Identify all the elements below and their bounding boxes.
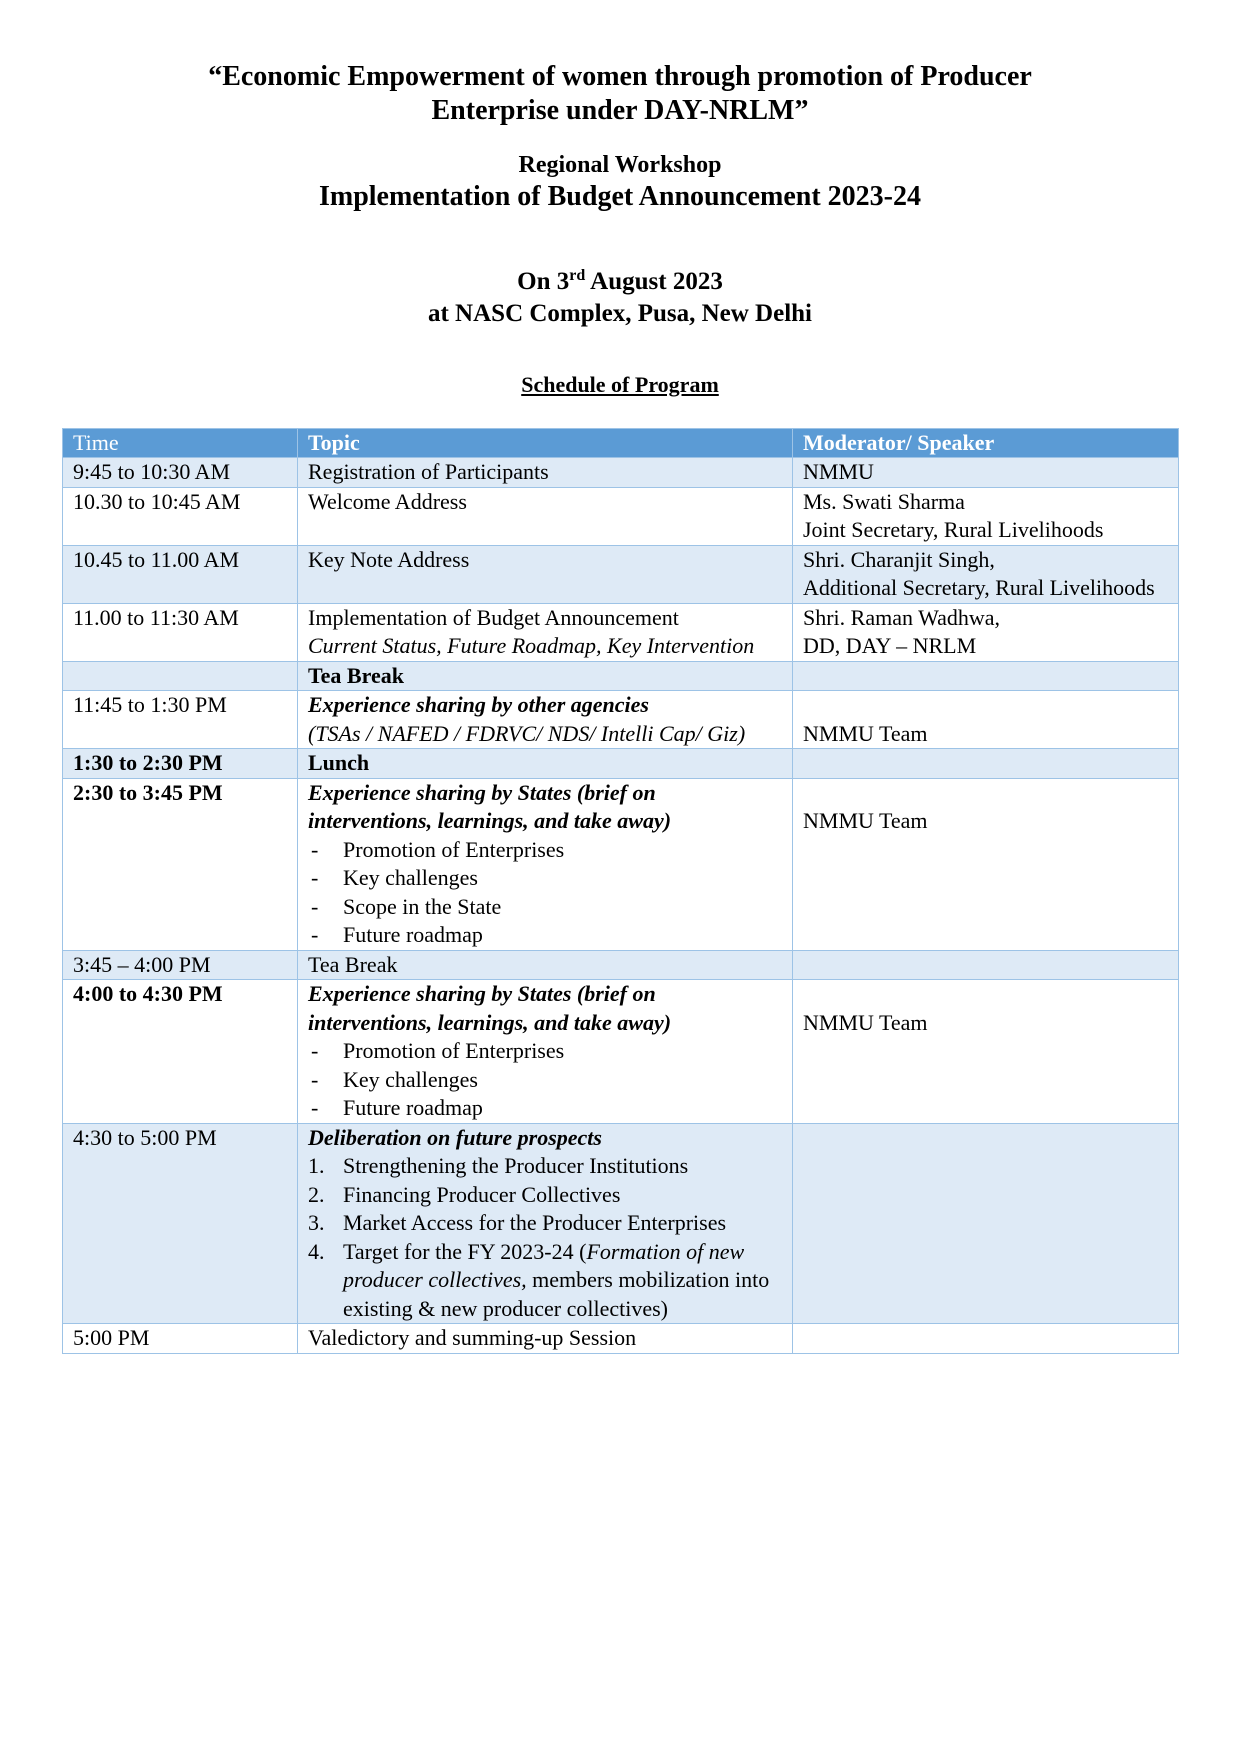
list-item: - Key challenges bbox=[308, 1066, 782, 1095]
cell-time: 10.45 to 11.00 AM bbox=[63, 545, 298, 603]
cell-time: 4:00 to 4:30 PM bbox=[63, 980, 298, 1124]
cell-speaker bbox=[793, 749, 1179, 779]
cell-time: 11.00 to 11:30 AM bbox=[63, 603, 298, 661]
cell-time: 2:30 to 3:45 PM bbox=[63, 778, 298, 950]
cell-topic: Key Note Address bbox=[298, 545, 793, 603]
cell-topic: Lunch bbox=[298, 749, 793, 779]
table-row bbox=[63, 691, 1179, 749]
speaker-name: Shri. Raman Wadhwa, bbox=[803, 604, 1001, 630]
cell-time: 1:30 to 2:30 PM bbox=[63, 749, 298, 779]
speaker-name: NMMU Team bbox=[803, 808, 928, 833]
list-item: - Scope in the State bbox=[308, 893, 782, 922]
cell-topic bbox=[298, 603, 793, 661]
topic-title: Deliberation on future prospects bbox=[308, 1124, 602, 1150]
event-venue: at NASC Complex, Pusa, New Delhi bbox=[427, 300, 813, 327]
cell-time: 9:45 to 10:30 AM bbox=[63, 458, 298, 488]
topic-title: Experience sharing by other agencies bbox=[308, 692, 649, 717]
workshop-label: Regional Workshop bbox=[518, 152, 722, 178]
cell-topic: Registration of Participants bbox=[298, 458, 793, 488]
cell-topic: Tea Break bbox=[298, 950, 793, 980]
cell-topic: Welcome Address bbox=[298, 487, 793, 545]
cell-speaker bbox=[793, 980, 1179, 1124]
topic-numbered-list bbox=[308, 1152, 782, 1323]
topic-title: Implementation of Budget Announcement bbox=[308, 604, 679, 630]
list-item: - Future roadmap bbox=[308, 1094, 782, 1123]
title-line-1: “Economic Empowerment of women through promotion of Producer bbox=[208, 61, 1032, 92]
cell-speaker bbox=[793, 1123, 1179, 1324]
cell-speaker bbox=[793, 545, 1179, 603]
column-header-topic: Topic bbox=[298, 429, 793, 458]
list-item: 1. Strengthening the Producer Institutions bbox=[308, 1153, 689, 1178]
cell-time: 10.30 to 10:45 AM bbox=[63, 487, 298, 545]
speaker-designation: DD, DAY – NRLM bbox=[803, 633, 977, 658]
cell-time: 11:45 to 1:30 PM bbox=[63, 691, 298, 749]
cell-topic bbox=[298, 1123, 793, 1324]
list-item: - Key challenges bbox=[308, 864, 782, 893]
table-row bbox=[63, 487, 1179, 545]
list-item: - Promotion of Enterprises bbox=[308, 1037, 782, 1066]
speaker-name: NMMU Team bbox=[803, 1009, 928, 1035]
list-item: 2. Financing Producer Collectives bbox=[308, 1181, 621, 1207]
list-item: - Promotion of Enterprises bbox=[308, 836, 782, 865]
cell-speaker bbox=[793, 661, 1179, 691]
speaker-name: Shri. Charanjit Singh, bbox=[803, 546, 995, 572]
cell-topic bbox=[298, 778, 793, 950]
speaker-designation: Additional Secretary, Rural Livelihoods bbox=[803, 575, 1155, 600]
list-item: 4. Target for the FY 2023-24 (Formation of new producer collectives, members mobilization into existing & new producer collectives) bbox=[308, 1238, 770, 1321]
list-item: 3. Market Access for the Producer Enterprises bbox=[308, 1210, 727, 1235]
table-row bbox=[63, 950, 1179, 980]
topic-title: Experience sharing by States (brief on interventions, learnings, and take away) bbox=[308, 981, 672, 1035]
event-date: On 3rd August 2023 bbox=[517, 267, 723, 295]
table-row bbox=[63, 778, 1179, 950]
cell-topic: Tea Break bbox=[298, 661, 793, 691]
table-row bbox=[63, 458, 1179, 488]
cell-time: 4:30 to 5:00 PM bbox=[63, 1123, 298, 1324]
cell-time: 5:00 PM bbox=[63, 1324, 298, 1354]
speaker-name: NMMU Team bbox=[803, 720, 928, 746]
table-row bbox=[63, 603, 1179, 661]
table-row bbox=[63, 980, 1179, 1124]
schedule-heading: Schedule of Program bbox=[521, 372, 719, 397]
list-item: - Future roadmap bbox=[308, 921, 782, 950]
schedule-table bbox=[62, 428, 1179, 1354]
speaker-designation: Joint Secretary, Rural Livelihoods bbox=[803, 517, 1104, 542]
table-row bbox=[63, 749, 1179, 779]
cell-speaker bbox=[793, 691, 1179, 749]
workshop-block bbox=[0, 150, 1240, 214]
cell-time bbox=[63, 661, 298, 691]
cell-topic bbox=[298, 691, 793, 749]
topic-list bbox=[308, 836, 782, 950]
cell-speaker bbox=[793, 603, 1179, 661]
cell-topic: Valedictory and summing-up Session bbox=[298, 1324, 793, 1354]
date-venue-block bbox=[0, 266, 1240, 330]
cell-speaker bbox=[793, 1324, 1179, 1354]
cell-speaker bbox=[793, 487, 1179, 545]
document-title bbox=[0, 60, 1240, 128]
title-line-2: Enterprise under DAY-NRLM” bbox=[431, 95, 809, 126]
topic-subtitle: Current Status, Future Roadmap, Key Intervention bbox=[308, 633, 755, 658]
column-header-speaker: Moderator/ Speaker bbox=[793, 429, 1179, 458]
cell-time: 3:45 – 4:00 PM bbox=[63, 950, 298, 980]
topic-subtitle: (TSAs / NAFED / FDRVC/ NDS/ Intelli Cap/ Giz) bbox=[308, 720, 746, 746]
cell-topic bbox=[298, 980, 793, 1124]
table-row bbox=[63, 661, 1179, 691]
column-header-time: Time bbox=[63, 429, 298, 458]
table-row bbox=[63, 1123, 1179, 1324]
workshop-subtitle: Implementation of Budget Announcement 2023-24 bbox=[318, 181, 921, 212]
cell-speaker bbox=[793, 778, 1179, 950]
cell-speaker bbox=[793, 950, 1179, 980]
topic-title: Experience sharing by States (brief on interventions, learnings, and take away) bbox=[308, 779, 672, 833]
table-row bbox=[63, 545, 1179, 603]
cell-speaker: NMMU bbox=[793, 458, 1179, 488]
table-row bbox=[63, 1324, 1179, 1354]
table-header-row bbox=[63, 429, 1179, 458]
topic-list bbox=[308, 1037, 782, 1123]
speaker-name: Ms. Swati Sharma bbox=[803, 488, 965, 514]
